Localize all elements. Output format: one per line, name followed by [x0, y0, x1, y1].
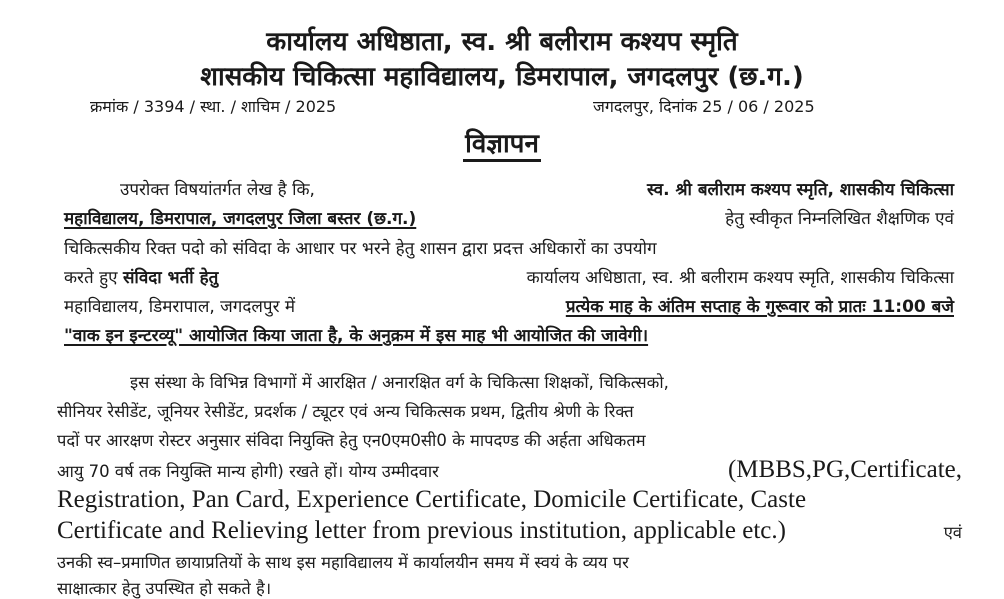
para2-line-2: सीनियर रेसीडेंट, जूनियर रेसीडेंट, प्रदर्शक / ट्यूटर एवं अन्य चिकित्सक प्रथम, द्वितीय श्रेणी के रिक्त [57, 402, 634, 421]
para2-line-1: इस संस्था के विभिन्न विभागों में आरक्षित / अनारक्षित वर्ग के चिकित्सा शिक्षकों, चिकित्सको, [130, 373, 669, 392]
para1-line-5: महाविद्यालय, डिमरापाल, जगदलपुर में प्रत्येक माह के अंतिम सप्ताह के गुरूवार को प्रातः 11:00 बजे [64, 297, 954, 317]
para2-line-6: Certificate and Relieving letter from previous institution, applicable etc.) एवं [57, 517, 962, 544]
para1-line-1: उपरोक्त विषयांतर्गत लेख है कि, स्व. श्री बलीराम कश्यप स्मृति, शासकीय चिकित्सा [120, 180, 954, 200]
office-heading-line-1: कार्यालय अधिष्ठाता, स्व. श्री बलीराम कश्यप स्मृति [266, 27, 738, 57]
para2-line-7: उनकी स्व–प्रमाणित छायाप्रतियों के साथ इस महाविद्यालय में कार्यालयीन समय में स्वयं के व्यय पर [57, 553, 629, 572]
document-title: विज्ञापन [0, 124, 1004, 160]
para1-line-4: करते हुए संविदा भर्ती हेतु कार्यालय अधिष्ठाता, स्व. श्री बलीराम कश्यप स्मृति, शासकीय चिकित्सा [64, 268, 954, 288]
para1-line-3: चिकित्सकीय रिक्त पदो को संविदा के आधार पर भरने हेतु शासन द्वारा प्रदत्त अधिकारों का उपयोग [64, 239, 657, 259]
para1-line-2: महाविद्यालय, डिमरापाल, जगदलपुर जिला बस्तर (छ.ग.) हेतु स्वीकृत निम्नलिखित शैक्षणिक एवं [64, 209, 954, 229]
para2-line-3: पदों पर आरक्षण रोस्टर अनुसार संविदा नियुक्ति हेतु एन0एम0सी0 के मापदण्ड की अर्हता अधिकतम [57, 431, 646, 450]
para2-line-8: साक्षात्कार हेतु उपस्थित हो सकते है। [57, 579, 272, 598]
issue-date: जगदलपुर, दिनांक 25 / 06 / 2025 [593, 97, 815, 116]
para1-line-6: "वाक इन इन्टरव्यू" आयोजित किया जाता है, के अनुक्रम में इस माह भी आयोजित की जावेगी। [64, 326, 649, 346]
office-heading-line-2: शासकीय चिकित्सा महाविद्यालय, डिमरापाल, जगदलपुर (छ.ग.) [200, 62, 804, 92]
reference-number: क्रमांक / 3394 / स्था. / शाचिम / 2025 [90, 97, 337, 116]
para2-line-5: Registration, Pan Card, Experience Certificate, Domicile Certificate, Caste [57, 486, 807, 513]
para2-line-4: आयु 70 वर्ष तक नियुक्ति मान्य होगी) रखते हों। योग्य उम्मीदवार (MBBS,PG,Certificate, [57, 456, 962, 483]
